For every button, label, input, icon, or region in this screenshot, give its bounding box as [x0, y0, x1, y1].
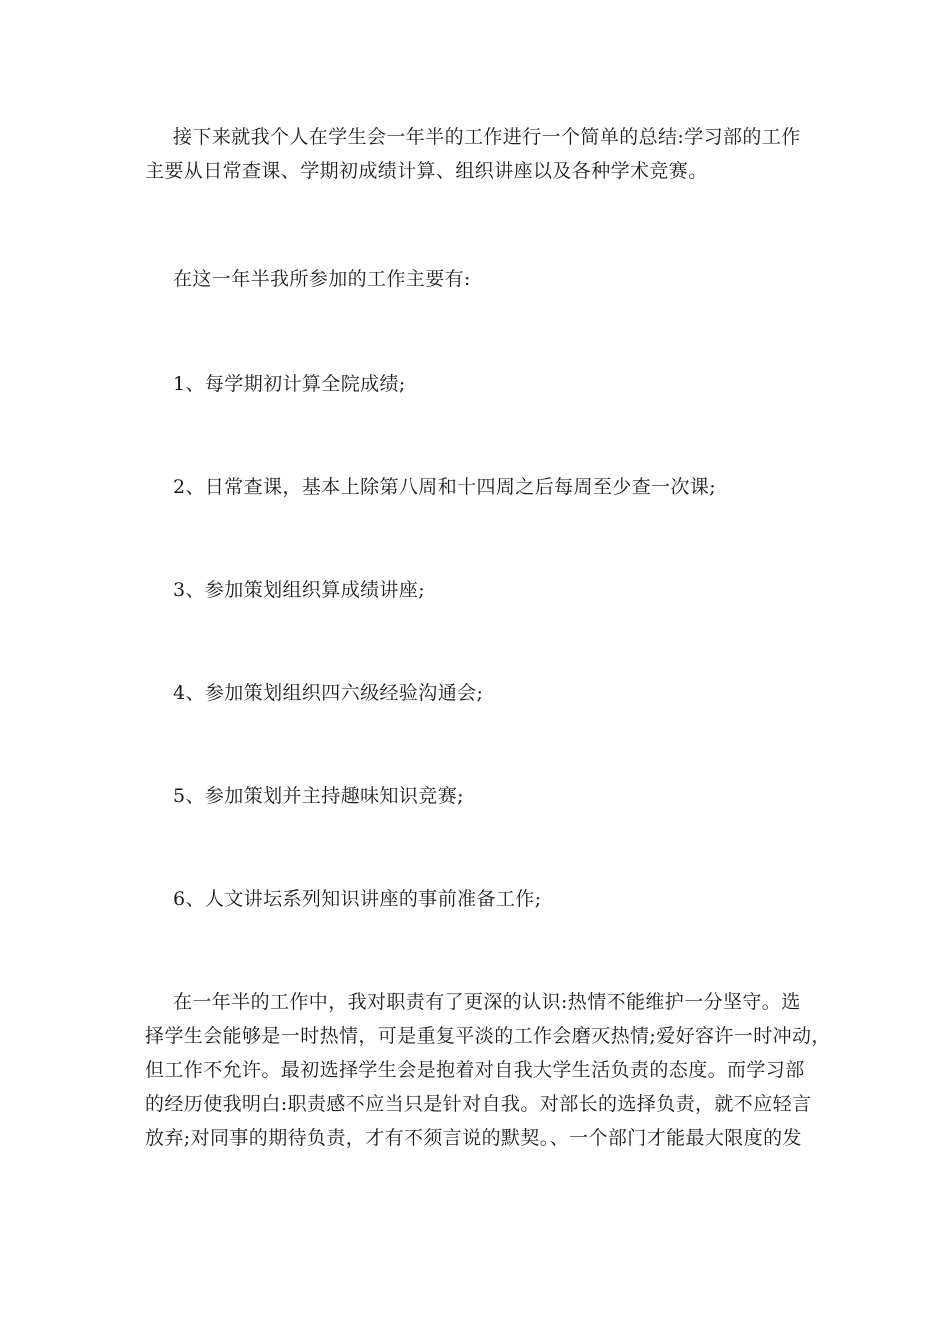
list-item-2: 2、日常查课，基本上除第八周和十四周之后每周至少查一次课; [173, 476, 717, 498]
list-item-5: 5、参加策划并主持趣味知识竞赛; [173, 785, 464, 807]
intro-line-2: 主要从日常查课、学期初成绩计算、组织讲座以及各种学术竞赛。 [145, 160, 708, 182]
closing-paragraph [145, 985, 831, 1155]
closing-line-4: 的经历使我明白:职责感不应当只是针对自我。对部长的选择负责，就不应轻言 [145, 1093, 812, 1115]
list-heading: 在这一年半我所参加的工作主要有: [173, 268, 471, 290]
intro-paragraph [145, 120, 815, 188]
closing-line-1: 在一年半的工作中，我对职责有了更深的认识:热情不能维护一分坚守。选 [173, 991, 801, 1013]
list-item-6: 6、人文讲坛系列知识讲座的事前准备工作; [173, 888, 542, 910]
list-item-1: 1、每学期初计算全院成绩; [173, 373, 406, 395]
intro-line-1: 接下来就我个人在学生会一年半的工作进行一个简单的总结:学习部的工作 [173, 126, 801, 148]
closing-line-3: 但工作不允许。最初选择学生会是抱着对自我大学生活负责的态度。而学习部 [145, 1059, 805, 1081]
closing-line-2: 择学生会能够是一时热情，可是重复平淡的工作会磨灭热情;爱好容许一时冲动， [145, 1025, 831, 1047]
closing-line-5: 放弃;对同事的期待负责，才有不须言说的默契。、一个部门才能最大限度的发 [145, 1127, 802, 1149]
list-item-3: 3、参加策划组织算成绩讲座; [173, 579, 426, 601]
list-item-4: 4、参加策划组织四六级经验沟通会; [173, 682, 484, 704]
